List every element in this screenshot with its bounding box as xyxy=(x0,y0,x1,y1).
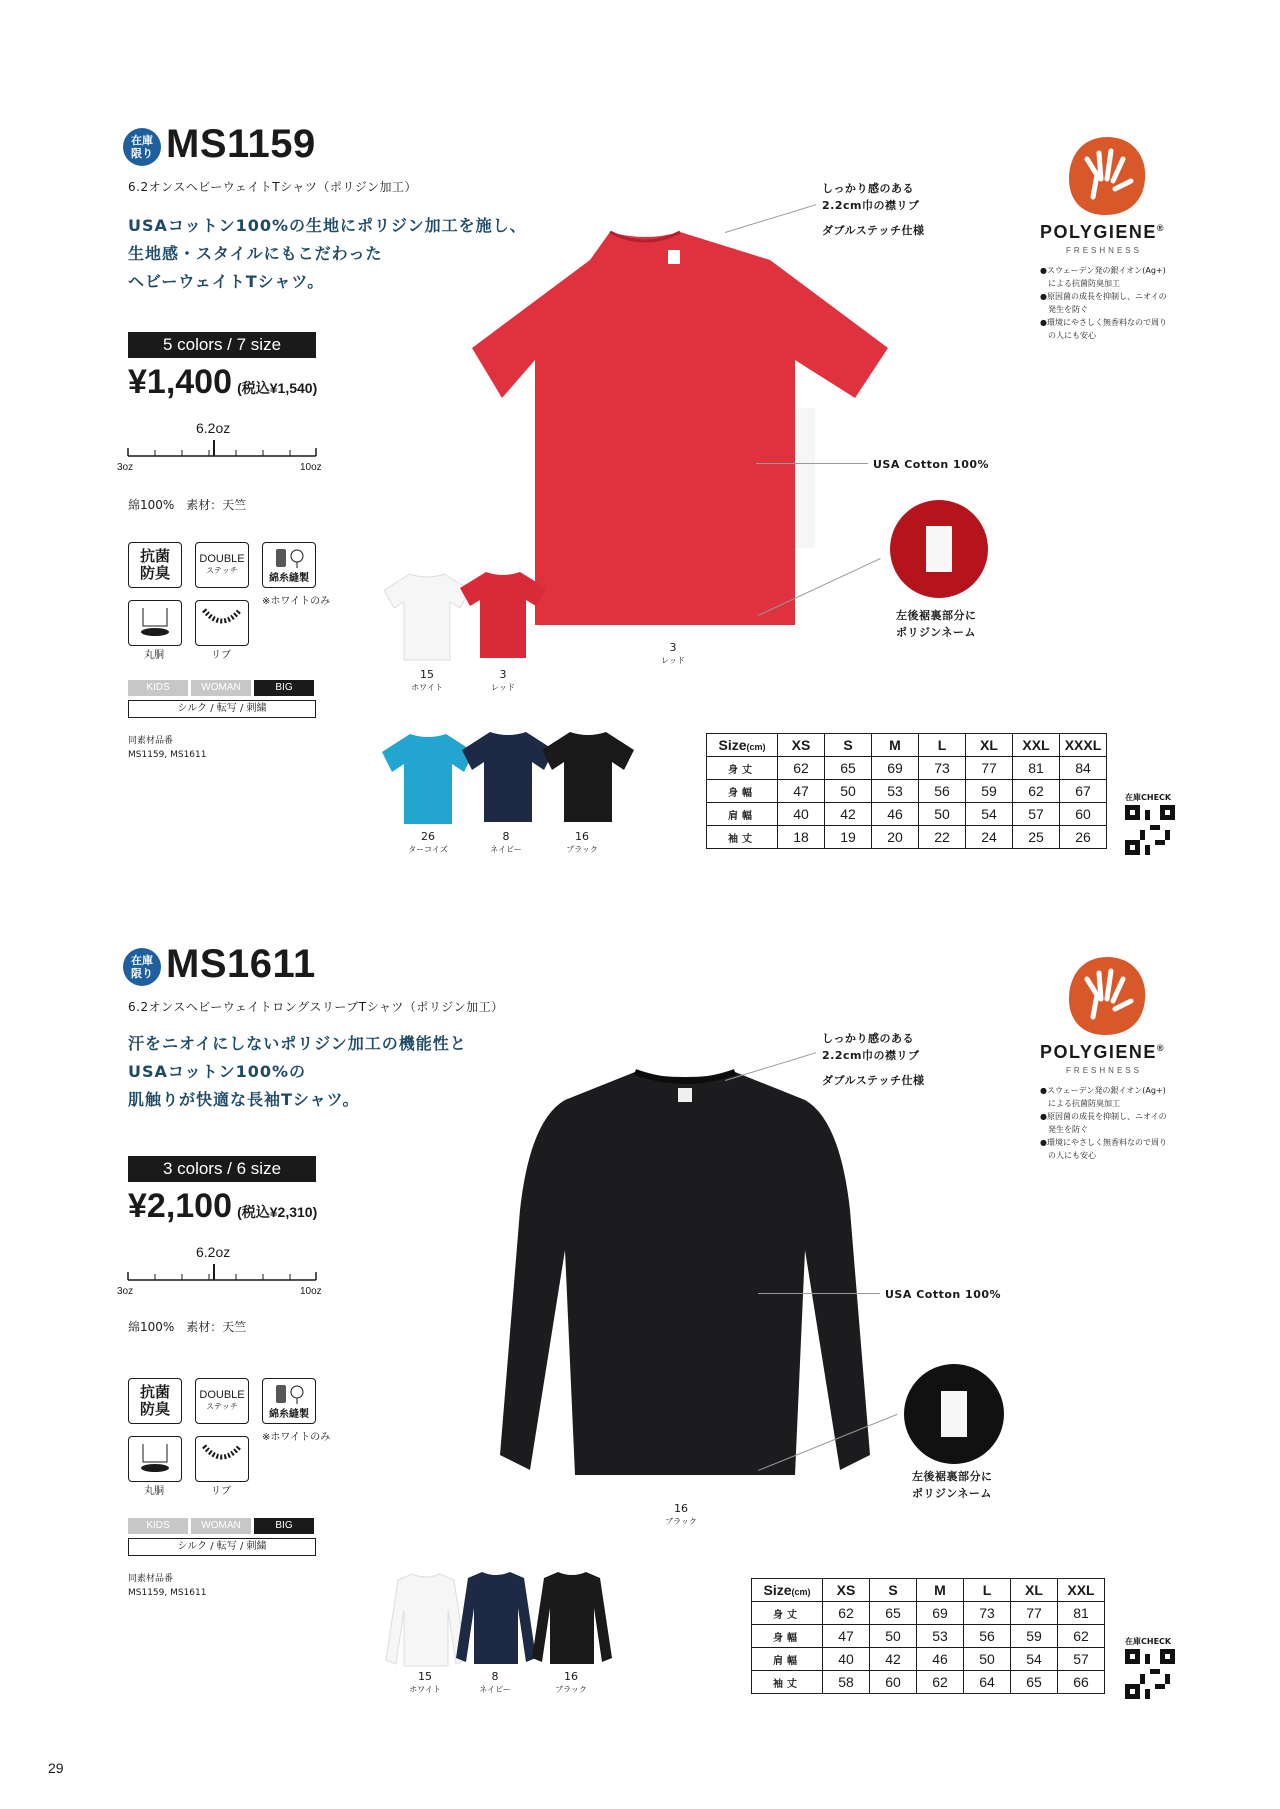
catch-copy: 汗をニオイにしないポリジン加工の機能性と USAコットン100%の 肌触りが快適な長袖Tシャツ。 xyxy=(128,1034,467,1109)
cotton-spool-icon xyxy=(272,1383,306,1405)
tag-big: BIG xyxy=(254,1518,314,1534)
double-stitch-icon: DOUBLE ステッチ xyxy=(195,1378,249,1424)
same-material-block: 同素材品番 MS1159, MS1611 xyxy=(128,736,207,760)
antibacterial-icon: 抗菌 防臭 xyxy=(128,542,182,588)
fit-tags xyxy=(128,680,314,696)
rib-icon xyxy=(195,1436,249,1482)
table-row: 肩幅 40 42 46 50 54 57 60 xyxy=(707,803,1107,826)
scale-max-label: 10oz xyxy=(300,1286,322,1297)
swatch-caption: 15 ホワイト xyxy=(411,668,443,692)
tag-woman: WOMAN xyxy=(191,680,251,696)
weight-scale xyxy=(126,436,318,462)
weight-scale xyxy=(126,1260,318,1286)
swatch-red-shirt xyxy=(456,568,550,660)
main-color-caption: 3 レッド xyxy=(661,641,685,665)
price: ¥1,400 xyxy=(128,363,232,401)
stock-check-label: 在庫CHECK xyxy=(1125,1637,1172,1646)
table-row: 身幅 47 50 53 56 59 62 67 xyxy=(707,780,1107,803)
swatch-navy-long-sleeve xyxy=(454,1568,538,1666)
callout-line xyxy=(758,1293,880,1294)
price: ¥2,100 xyxy=(128,1187,232,1225)
limited-stock-badge: 在庫 限り xyxy=(123,948,161,986)
limited-stock-badge: 在庫 限り xyxy=(123,128,161,166)
table-row: 身丈 62 65 69 73 77 81 84 xyxy=(707,757,1107,780)
callout-collar: しっかり感のある 2.2cm巾の襟リブ xyxy=(822,182,920,212)
double-stitch-icon: DOUBLE ステッチ xyxy=(195,542,249,588)
product-subtitle: 6.2オンスヘビーウェイトロングスリーブTシャツ（ポリジン加工） xyxy=(128,1000,504,1014)
swatch-caption: 16 ブラック xyxy=(566,830,598,854)
scale-min-label: 3oz xyxy=(117,1286,134,1297)
polygiene-hand-logo xyxy=(1065,135,1149,217)
callout-name-label: 左後裾裏部分に ポリジンネーム xyxy=(912,1470,993,1500)
stock-check-qr-code[interactable] xyxy=(1125,805,1175,855)
swatch-black-long-sleeve xyxy=(530,1568,614,1666)
callout-usa-cotton: USA Cotton 100% xyxy=(873,458,990,471)
model-number: MS1611 xyxy=(166,942,316,986)
callout-double-stitch: ダブルステッチ仕様 xyxy=(822,224,925,237)
rib-icon xyxy=(195,600,249,646)
neck-label xyxy=(668,250,680,264)
weight-label: 6.2oz xyxy=(196,1244,231,1260)
product-subtitle: 6.2オンスヘビーウェイトTシャツ（ポリジン加工） xyxy=(128,180,418,194)
rib-label: リブ xyxy=(211,650,231,661)
fit-tags xyxy=(128,1518,314,1534)
main-product-image-black-long-sleeve xyxy=(495,1060,875,1480)
stock-check-label: 在庫CHECK xyxy=(1125,793,1172,802)
swatch-caption: 15 ホワイト xyxy=(409,1670,441,1694)
tag-woman: WOMAN xyxy=(191,1518,251,1534)
polygiene-brand-name: POLYGIENE® xyxy=(1040,1042,1166,1062)
table-row: 袖丈 58 60 62 64 65 66 xyxy=(752,1671,1105,1694)
polygiene-feature-list: ●スウェーデン発の銀イオン(Ag+) による抗菌防臭加工 ●原因菌の成長を抑制し、ニオイの 発生を防ぐ ●環境にやさしく無香料なので周り の人にも安心 xyxy=(1040,266,1167,340)
cotton-spool-icon xyxy=(272,547,306,569)
print-methods: シルク / 転写 / 刺繍 xyxy=(128,700,316,718)
main-color-caption: 16 ブラック xyxy=(665,1502,697,1526)
tag-big: BIG xyxy=(254,680,314,696)
callout-line xyxy=(756,463,868,464)
round-body-label: 丸胴 xyxy=(144,1486,164,1497)
page-number: 29 xyxy=(48,1760,64,1776)
polygiene-freshness: FRESHNESS xyxy=(1066,1066,1142,1075)
swatch-caption: 8 ネイビー xyxy=(490,830,522,854)
callout-name-label: 左後裾裏部分に ポリジンネーム xyxy=(896,609,977,639)
cotton-thread-icon: 綿糸縫製 xyxy=(262,542,316,588)
colors-size-label: 3 colors / 6 size xyxy=(128,1156,316,1182)
round-body-icon xyxy=(128,1436,182,1482)
table-row: 肩幅 40 42 46 50 54 57 xyxy=(752,1648,1105,1671)
white-only-note: ※ホワイトのみ xyxy=(262,1432,331,1443)
price-block xyxy=(128,1187,317,1226)
callout-double-stitch: ダブルステッチ仕様 xyxy=(822,1074,925,1087)
round-body-icon xyxy=(128,600,182,646)
material-text: 綿100% 素材：天竺 xyxy=(128,498,247,512)
polygiene-label-detail-image xyxy=(890,500,988,598)
price-tax: (税込¥2,310) xyxy=(237,1204,318,1220)
polygiene-label-detail-image xyxy=(904,1364,1004,1464)
print-methods: シルク / 転写 / 刺繍 xyxy=(128,1538,316,1556)
rib-label: リブ xyxy=(211,1486,231,1497)
polygiene-freshness: FRESHNESS xyxy=(1066,246,1142,255)
cotton-thread-icon: 綿糸縫製 xyxy=(262,1378,316,1424)
neck-label xyxy=(678,1088,692,1102)
table-row: 身丈 62 65 69 73 77 81 xyxy=(752,1602,1105,1625)
price-tax: (税込¥1,540) xyxy=(237,380,318,396)
scale-max-label: 10oz xyxy=(300,462,322,473)
same-material-block: 同素材品番 MS1159, MS1611 xyxy=(128,1574,207,1598)
white-only-note: ※ホワイトのみ xyxy=(262,596,331,607)
colors-size-label: 5 colors / 7 size xyxy=(128,332,316,358)
polygiene-hand-logo xyxy=(1065,955,1149,1037)
tag-kids: KIDS xyxy=(128,1518,188,1534)
material-text: 綿100% 素材：天竺 xyxy=(128,1320,247,1334)
swatch-black-shirt xyxy=(538,728,638,824)
scale-min-label: 3oz xyxy=(117,462,134,473)
polygiene-brand-name: POLYGIENE® xyxy=(1040,222,1166,242)
size-table: Size(cm) XS S M L XL XXL XXXL 身丈 62 65 69 73 77 81 84 身幅 47 50 53 56 59 62 67 肩幅 40 42 46 50 54 57 60 袖丈 18 19 20 22 24 25 26 xyxy=(706,733,1107,849)
swatch-caption: 8 ネイビー xyxy=(479,1670,511,1694)
callout-collar: しっかり感のある 2.2cm巾の襟リブ xyxy=(822,1032,920,1062)
swatch-caption: 16 ブラック xyxy=(555,1670,587,1694)
model-number: MS1159 xyxy=(166,122,316,166)
swatch-caption: 3 レッド xyxy=(491,668,515,692)
table-row: 身幅 47 50 53 56 59 62 xyxy=(752,1625,1105,1648)
weight-label: 6.2oz xyxy=(196,420,231,436)
stock-check-qr-code[interactable] xyxy=(1125,1649,1175,1699)
size-table: Size(cm) XS S M L XL XXL 身丈 62 65 69 73 77 81 身幅 47 50 53 56 59 62 肩幅 40 42 46 50 54 57 袖丈 58 60 62 64 65 66 xyxy=(751,1578,1105,1694)
swatch-caption: 26 ターコイズ xyxy=(408,830,448,854)
antibacterial-icon: 抗菌 防臭 xyxy=(128,1378,182,1424)
price-block xyxy=(128,363,317,402)
round-body-label: 丸胴 xyxy=(144,650,164,661)
polygiene-feature-list: ●スウェーデン発の銀イオン(Ag+) による抗菌防臭加工 ●原因菌の成長を抑制し、ニオイの 発生を防ぐ ●環境にやさしく無香料なので周り の人にも安心 xyxy=(1040,1086,1167,1160)
catch-copy: USAコットン100%の生地にポリジン加工を施し、 生地感・スタイルにもこだわった ヘビーウェイトTシャツ。 xyxy=(128,216,527,291)
table-row: 袖丈 18 19 20 22 24 25 26 xyxy=(707,826,1107,849)
callout-usa-cotton: USA Cotton 100% xyxy=(885,1288,1002,1301)
tag-kids: KIDS xyxy=(128,680,188,696)
